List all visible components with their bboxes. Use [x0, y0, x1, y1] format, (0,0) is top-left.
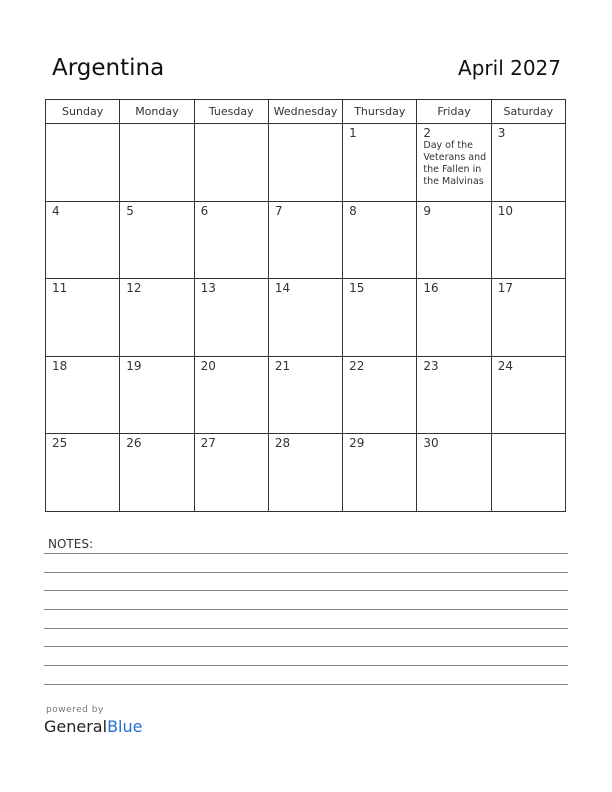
day-cell	[268, 279, 342, 357]
day-number: 23	[423, 358, 439, 373]
day-cell	[491, 434, 565, 512]
day-number: 27	[200, 436, 216, 451]
day-cell	[491, 356, 565, 434]
day-number: 22	[349, 358, 365, 373]
day-cell	[268, 434, 342, 512]
day-number: 24	[497, 358, 513, 373]
day-number: 17	[497, 281, 513, 296]
day-number: 20	[200, 358, 216, 373]
day-cell	[417, 124, 491, 202]
day-number: 8	[349, 203, 357, 218]
week-row	[46, 279, 566, 357]
day-number: 15	[349, 281, 365, 296]
note-line	[44, 553, 568, 554]
day-number: 18	[52, 358, 68, 373]
note-line	[44, 646, 568, 647]
holiday-label: Day of the Veterans and the Fallen in the Malvinas	[423, 140, 487, 187]
day-number: 4	[52, 203, 60, 218]
day-cell	[46, 201, 120, 279]
day-cell	[194, 356, 268, 434]
weekday-tuesday: Tuesday	[194, 100, 268, 124]
day-cell	[268, 201, 342, 279]
day-cell	[120, 279, 194, 357]
day-cell	[46, 356, 120, 434]
powered-by-text: powered by	[46, 705, 104, 715]
day-number: 10	[497, 203, 513, 218]
weekday-thursday: Thursday	[343, 100, 417, 124]
day-cell	[268, 124, 342, 202]
day-number: 26	[126, 436, 142, 451]
brand-blue: Blue	[107, 717, 143, 736]
day-cell	[417, 201, 491, 279]
day-number: 3	[497, 126, 506, 140]
weekday-wednesday: Wednesday	[268, 100, 342, 124]
weekday-header-row	[46, 100, 566, 124]
note-line	[44, 665, 568, 666]
day-cell	[343, 124, 417, 202]
day-cell	[120, 356, 194, 434]
day-number: 7	[274, 203, 283, 218]
day-cell	[491, 279, 565, 357]
week-row	[46, 434, 566, 512]
day-cell	[194, 434, 268, 512]
day-cell	[120, 201, 194, 279]
note-line	[44, 609, 568, 610]
day-cell	[343, 201, 417, 279]
week-row	[46, 201, 566, 279]
note-line	[44, 590, 568, 591]
week-row	[46, 356, 566, 434]
generalblue-logo	[44, 717, 142, 736]
day-cell	[343, 279, 417, 357]
weekday-sunday: Sunday	[46, 100, 120, 124]
weekday-friday: Friday	[417, 100, 491, 124]
day-number: 14	[274, 281, 291, 296]
day-number: 28	[274, 436, 291, 451]
day-number: 6	[200, 203, 209, 218]
day-number: 12	[126, 281, 142, 296]
day-cell	[343, 434, 417, 512]
day-number: 9	[423, 203, 432, 218]
day-cell	[46, 124, 120, 202]
day-number: 30	[423, 436, 439, 451]
calendar-grid	[45, 99, 566, 512]
day-number: 1	[349, 126, 357, 140]
weekday-monday: Monday	[120, 100, 194, 124]
day-number: 25	[52, 436, 68, 451]
month-year-title: April 2027	[458, 56, 561, 80]
country-title: Argentina	[52, 55, 165, 81]
day-cell	[46, 279, 120, 357]
day-number: 21	[274, 358, 291, 373]
day-cell	[343, 356, 417, 434]
day-cell	[491, 201, 565, 279]
day-cell	[46, 434, 120, 512]
day-cell	[120, 124, 194, 202]
note-line	[44, 628, 568, 629]
notes-label: NOTES:	[48, 537, 93, 551]
note-line	[44, 572, 568, 573]
day-number: 5	[126, 203, 134, 218]
note-line	[44, 684, 568, 685]
day-number: 2	[423, 126, 432, 140]
day-cell	[194, 279, 268, 357]
day-cell	[491, 124, 565, 202]
day-cell	[120, 434, 194, 512]
day-cell	[417, 356, 491, 434]
brand-general: General	[44, 717, 108, 736]
day-number: 13	[200, 281, 216, 296]
day-number: 19	[126, 358, 142, 373]
day-number: 16	[423, 281, 439, 296]
week-row	[46, 124, 566, 202]
day-cell	[268, 356, 342, 434]
day-cell	[417, 434, 491, 512]
weekday-saturday: Saturday	[491, 100, 565, 124]
day-number: 29	[349, 436, 365, 451]
day-cell	[194, 124, 268, 202]
day-cell	[417, 279, 491, 357]
day-number: 11	[52, 281, 68, 296]
day-cell	[194, 201, 268, 279]
